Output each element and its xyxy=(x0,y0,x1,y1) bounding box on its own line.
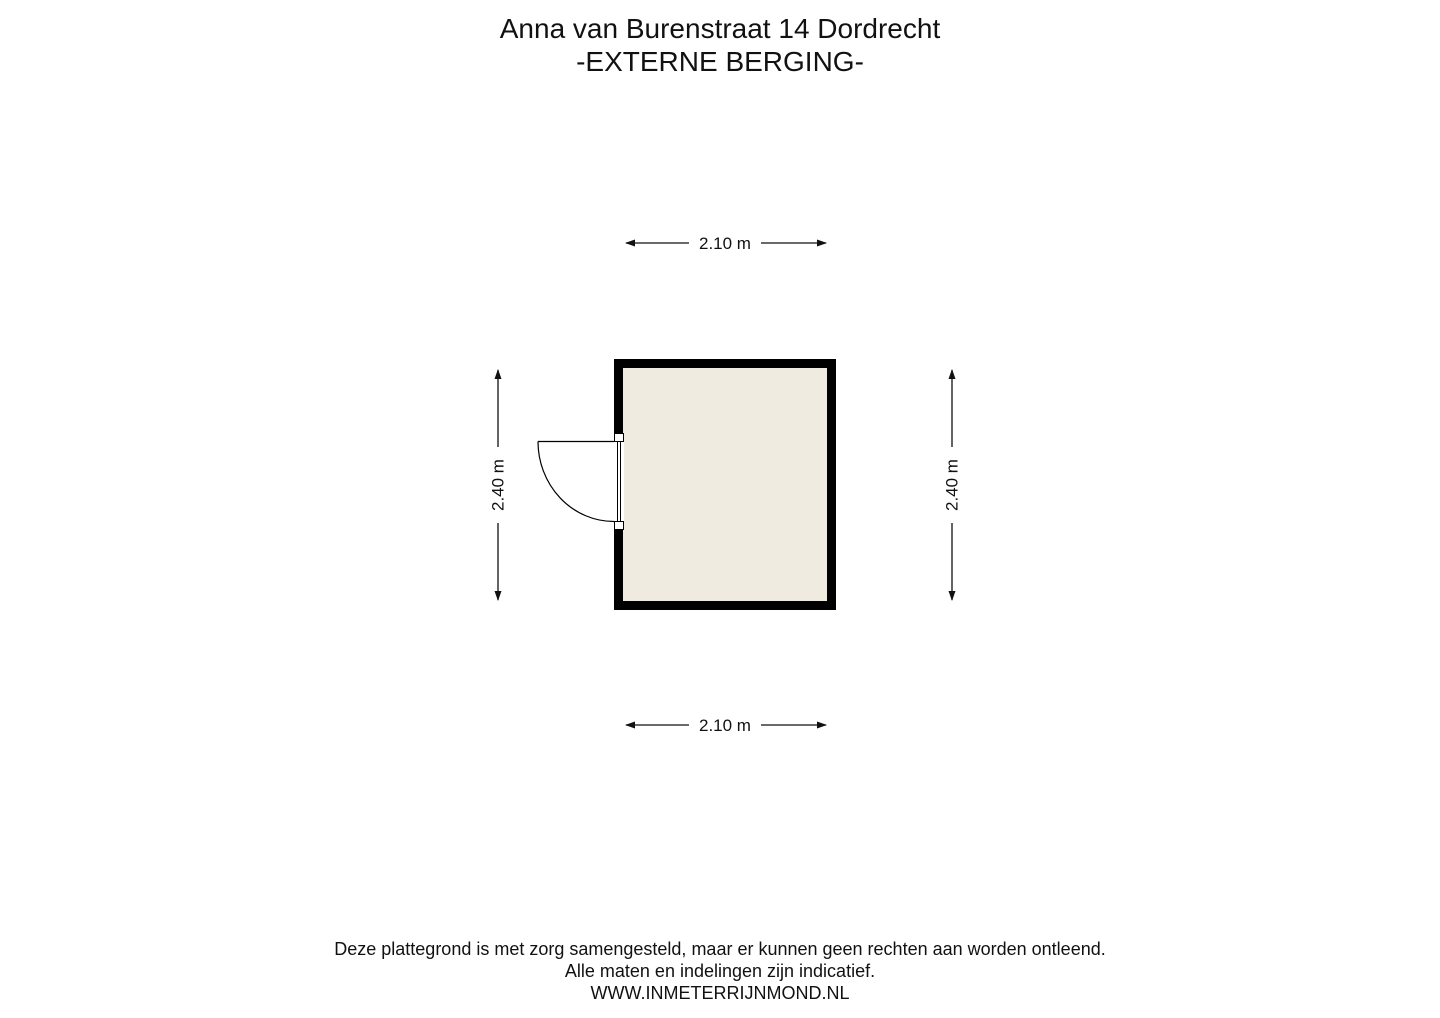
dimension-label-top: 2.10 m xyxy=(699,234,751,253)
storage-room xyxy=(614,359,836,610)
dimension-top xyxy=(626,234,826,253)
dimension-bottom xyxy=(626,716,826,735)
footer-website: WWW.INMETERRIJNMOND.NL xyxy=(590,983,850,1003)
dimension-label-left: 2.40 m xyxy=(488,459,508,511)
footer-indicative-note: Alle maten en indelingen zijn indicatief. xyxy=(564,961,876,981)
footer-disclaimer: Deze plattegrond is met zorg samengesteld, maar er kunnen geen rechten aan worden ontleend. xyxy=(334,939,1106,959)
dimension-left xyxy=(489,370,508,600)
door xyxy=(538,434,624,530)
dimension-label-bottom: 2.10 m xyxy=(699,716,751,735)
page-title: Anna van Burenstraat 14 Dordrecht xyxy=(499,13,941,44)
door-jamb-top xyxy=(615,434,624,442)
door-jamb-bottom xyxy=(615,522,624,530)
dimension-label-right: 2.40 m xyxy=(942,459,962,511)
door-swing-arc xyxy=(538,442,614,522)
dimension-right xyxy=(943,370,962,600)
door-opening xyxy=(614,441,624,529)
page-subtitle: -EXTERNE BERGING- xyxy=(576,46,864,77)
room-floor xyxy=(623,368,827,601)
